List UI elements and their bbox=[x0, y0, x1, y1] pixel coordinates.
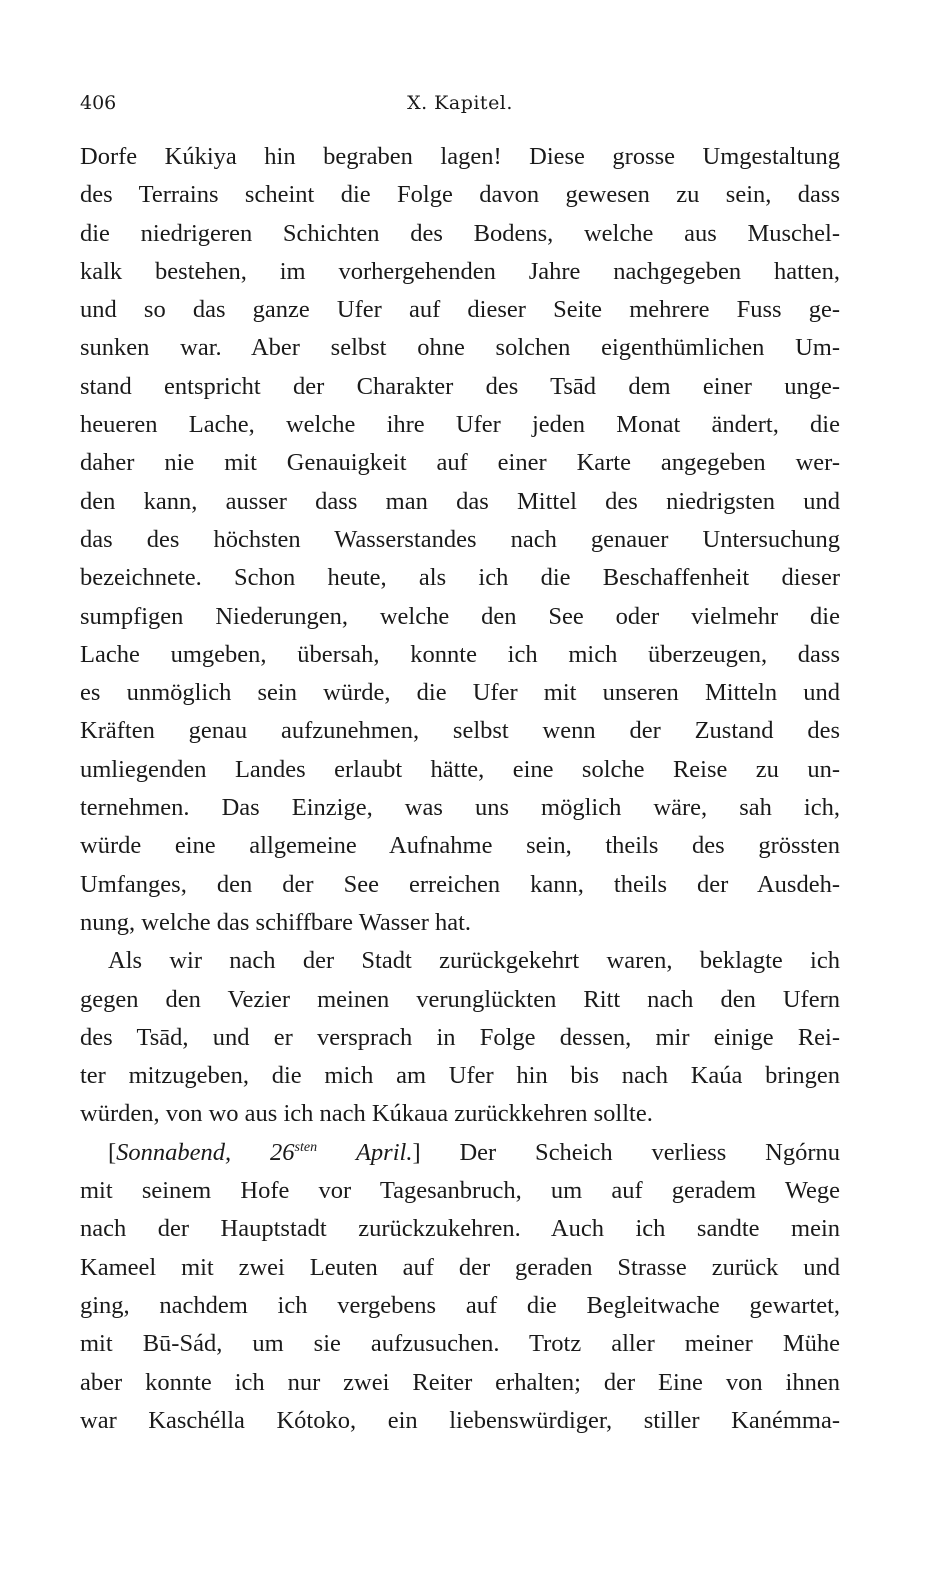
text-line: Kräften genau aufzunehmen, selbst wenn der Zustand des bbox=[80, 717, 840, 745]
date-superscript: sten bbox=[294, 1139, 318, 1155]
text-line: den kann, ausser dass man das Mittel des niedrigsten und bbox=[80, 487, 840, 515]
text-line: war Kaschélla Kótoko, ein liebenswürdiger, stiller Kanémma- bbox=[80, 1406, 840, 1434]
text-line: würden, von wo aus ich nach Kúkaua zurückkehren sollte. bbox=[80, 1100, 653, 1128]
text-line: ter mitzugeben, die mich am Ufer hin bis nach Kaúa bringen bbox=[80, 1062, 840, 1090]
text-line: Kameel mit zwei Leuten auf der geraden Strasse zurück und bbox=[80, 1253, 840, 1281]
text-line: gegen den Vezier meinen verunglückten Ritt nach den Ufern bbox=[80, 985, 840, 1013]
paragraph-3 bbox=[80, 1134, 840, 1440]
date-bracket-open: [ bbox=[108, 1138, 117, 1166]
text-line bbox=[80, 1134, 840, 1172]
text-line: die niedrigeren Schichten des Bodens, welche aus Muschel- bbox=[80, 219, 840, 247]
text-line: kalk bestehen, im vorhergehenden Jahre nachgegeben hatten, bbox=[80, 257, 840, 285]
text-line: sumpfigen Niederungen, welche den See oder vielmehr die bbox=[80, 602, 840, 630]
text-line: aber konnte ich nur zwei Reiter erhalten; der Eine von ihnen bbox=[80, 1368, 840, 1396]
body-text bbox=[80, 138, 840, 1440]
text-line: Dorfe Kúkiya hin begraben lagen! Diese grosse Umgestaltung bbox=[80, 143, 840, 170]
text-line: mit seinem Hofe vor Tagesanbruch, um auf geradem Wege bbox=[80, 1177, 840, 1205]
text-line: es unmöglich sein würde, die Ufer mit unseren Mitteln und bbox=[80, 679, 840, 707]
text-line: und so das ganze Ufer auf dieser Seite mehrere Fuss ge- bbox=[80, 296, 840, 324]
running-title: X. Kapitel. bbox=[407, 92, 513, 114]
text-line: Als wir nach der Stadt zurückgekehrt waren, beklagte ich bbox=[108, 947, 840, 975]
date-bracket-close: ] bbox=[412, 1138, 421, 1166]
text-line: heueren Lache, welche ihre Ufer jeden Monat ändert, die bbox=[80, 411, 840, 439]
date-day: Sonnabend, 26 bbox=[116, 1138, 295, 1166]
text-line: ternehmen. Das Einzige, was uns möglich wäre, sah ich, bbox=[80, 794, 840, 822]
text-line: sunken war. Aber selbst ohne solchen eigenthümlichen Um- bbox=[80, 334, 840, 362]
text-line: würde eine allgemeine Aufnahme sein, theils des grössten bbox=[80, 832, 840, 860]
text-line: Umfanges, den der See erreichen kann, theils der Ausdeh- bbox=[80, 870, 840, 898]
paragraph-2 bbox=[80, 942, 840, 1133]
text-line: umliegenden Landes erlaubt hätte, eine solche Reise zu un- bbox=[80, 755, 840, 783]
text-line: bezeichnete. Schon heute, als ich die Beschaffenheit dieser bbox=[80, 564, 840, 592]
text-line: das des höchsten Wasserstandes nach genauer Untersuchung bbox=[80, 525, 840, 553]
text-line: nach der Hauptstadt zurückzukehren. Auch ich sandte mein bbox=[80, 1215, 840, 1243]
text-line: des Terrains scheint die Folge davon gewesen zu sein, dass bbox=[80, 181, 840, 209]
page-header bbox=[80, 92, 840, 122]
text-line: ging, nachdem ich vergebens auf die Begleitwache gewartet, bbox=[80, 1291, 840, 1319]
text-line: des Tsād, und er versprach in Folge dessen, mir einige Rei- bbox=[80, 1023, 840, 1051]
page-number: 406 bbox=[80, 92, 117, 114]
text-line: Lache umgeben, übersah, konnte ich mich überzeugen, dass bbox=[80, 640, 840, 668]
text-line: mit Bū-Sád, um sie aufzusuchen. Trotz aller meiner Mühe bbox=[80, 1330, 840, 1358]
paragraph-1 bbox=[80, 138, 840, 942]
text-line: stand entspricht der Charakter des Tsād dem einer unge- bbox=[80, 372, 840, 400]
text-line: daher nie mit Genauigkeit auf einer Karte angegeben wer- bbox=[80, 449, 840, 477]
first-line-text: Der Scheich verliess Ngórnu bbox=[459, 1138, 840, 1166]
text-line: nung, welche das schiffbare Wasser hat. bbox=[80, 908, 472, 936]
date-month: April. bbox=[355, 1138, 413, 1166]
